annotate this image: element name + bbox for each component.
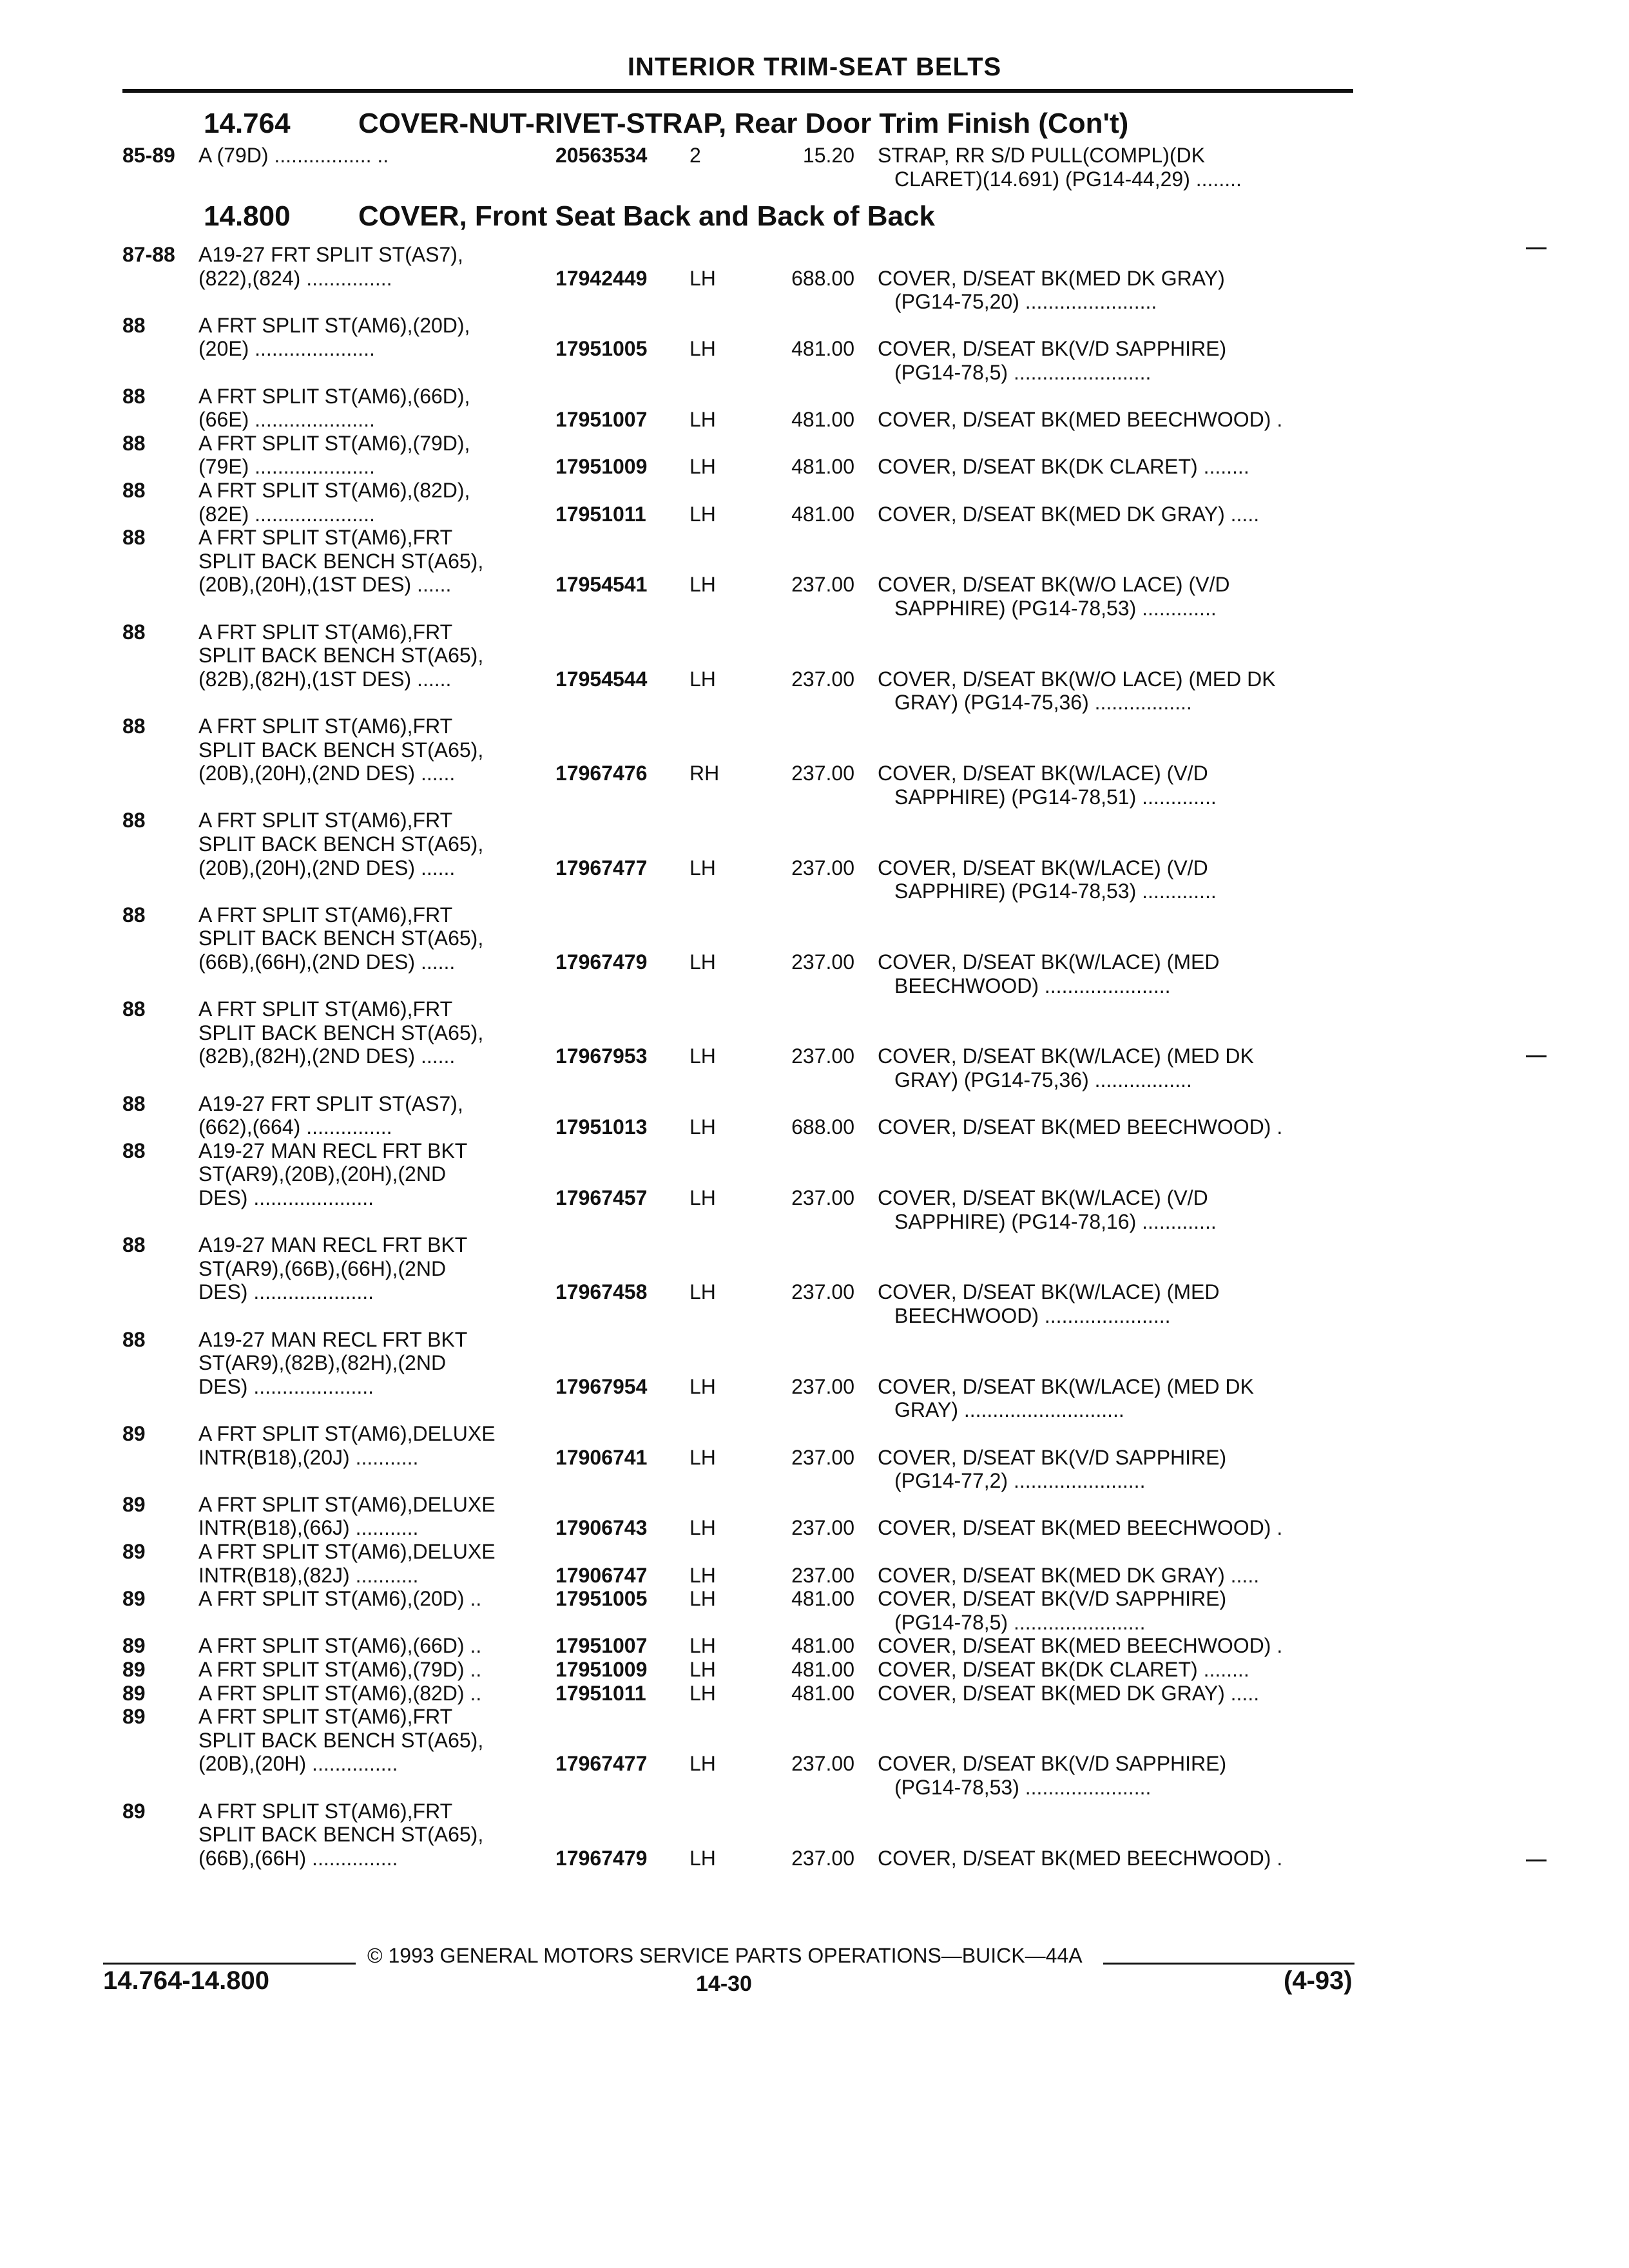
table-row <box>0 1563 1629 1588</box>
part-description: COVER, D/SEAT BK(DK CLARET) ........ <box>878 1658 1249 1681</box>
table-row <box>0 974 1629 998</box>
table-row <box>0 785 1629 809</box>
part-description: COVER, D/SEAT BK(DK CLARET) ........ <box>878 455 1249 478</box>
table-row <box>0 1398 1629 1422</box>
table-row <box>0 832 1629 856</box>
footer-date-code: (4-93) <box>1284 1966 1353 1995</box>
description-continued: SAPPHIRE) (PG14-78,51) ............. <box>894 785 1217 809</box>
table-row <box>0 1539 1629 1564</box>
application-desc: A FRT SPLIT ST(AM6),(66D), <box>198 385 470 408</box>
application-desc: SPLIT BACK BENCH ST(A65), <box>198 1021 484 1044</box>
page-number: 14-30 <box>696 1972 752 1996</box>
part-description: STRAP, RR S/D PULL(COMPL)(DK <box>878 144 1205 167</box>
application-desc: SPLIT BACK BENCH ST(A65), <box>198 738 484 762</box>
quantity-side: LH <box>689 573 716 596</box>
price: 237.00 <box>791 668 854 691</box>
table-row <box>0 1657 1629 1682</box>
application-desc: A FRT SPLIT ST(AM6),(82D), <box>198 479 470 502</box>
price: 481.00 <box>791 1634 854 1657</box>
application-desc: A FRT SPLIT ST(AM6),(66D) .. <box>198 1634 482 1657</box>
application-desc: SPLIT BACK BENCH ST(A65), <box>198 832 484 856</box>
model-year: 89 <box>122 1682 146 1705</box>
description-continued: (PG14-78,5) ........................ <box>894 361 1152 384</box>
part-description: COVER, D/SEAT BK(W/LACE) (MED DK <box>878 1375 1254 1398</box>
part-number: 17951005 <box>555 337 648 360</box>
quantity-side: LH <box>689 1186 716 1209</box>
model-year: 89 <box>122 1422 146 1445</box>
table-row <box>0 1775 1629 1800</box>
quantity-side: LH <box>689 1446 716 1469</box>
application-desc: (66E) ..................... <box>198 408 375 431</box>
footer-copyright: © 1993 GENERAL MOTORS SERVICE PARTS OPERATIONS—BUICK—44A <box>367 1944 1083 1967</box>
section-number: 14.764 <box>204 108 291 139</box>
table-row <box>0 1162 1629 1186</box>
table-row <box>0 1728 1629 1753</box>
model-year: 89 <box>122 1658 146 1681</box>
part-number: 17951009 <box>555 1658 648 1681</box>
price: 237.00 <box>791 573 854 596</box>
table-row <box>0 643 1629 668</box>
table-row <box>0 997 1629 1021</box>
part-number: 17906747 <box>555 1564 648 1587</box>
table-row <box>0 761 1629 785</box>
quantity-side: LH <box>689 1752 716 1775</box>
application-desc: A FRT SPLIT ST(AM6),(20D) .. <box>198 1587 482 1610</box>
application-desc: A FRT SPLIT ST(AM6),DELUXE <box>198 1493 496 1516</box>
description-continued: BEECHWOOD) ...................... <box>894 1304 1171 1327</box>
part-number: 20563534 <box>555 144 648 167</box>
table-row <box>0 289 1629 314</box>
table-row <box>0 1822 1629 1847</box>
table-row <box>0 1751 1629 1776</box>
part-number: 17951007 <box>555 408 648 431</box>
description-continued: (PG14-75,20) ....................... <box>894 290 1157 313</box>
table-row <box>0 879 1629 903</box>
part-number: 17954541 <box>555 573 648 596</box>
table-row <box>0 620 1629 644</box>
model-year: 89 <box>122 1587 146 1610</box>
table-row <box>0 143 1629 168</box>
quantity-side: LH <box>689 503 716 526</box>
table-row <box>0 549 1629 573</box>
page-title: INTERIOR TRIM-SEAT BELTS <box>627 53 1002 81</box>
price: 481.00 <box>791 1682 854 1705</box>
table-row <box>0 738 1629 762</box>
description-continued: SAPPHIRE) (PG14-78,53) ............. <box>894 879 1217 903</box>
description-continued: SAPPHIRE) (PG14-78,53) ............. <box>894 597 1217 620</box>
description-continued: GRAY) (PG14-75,36) ................. <box>894 1068 1192 1091</box>
description-continued: (PG14-78,53) ...................... <box>894 1776 1152 1799</box>
part-number: 17951009 <box>555 455 648 478</box>
part-number: 17967954 <box>555 1375 648 1398</box>
section-title: COVER, Front Seat Back and Back of Back <box>358 200 935 232</box>
model-year: 88 <box>122 432 146 455</box>
table-row <box>0 926 1629 950</box>
model-year: 88 <box>122 809 146 832</box>
table-row <box>0 1186 1629 1210</box>
application-desc: A FRT SPLIT ST(AM6),FRT <box>198 620 453 644</box>
description-continued: SAPPHIRE) (PG14-78,16) ............. <box>894 1210 1217 1233</box>
part-description: COVER, D/SEAT BK(MED DK GRAY) ..... <box>878 1564 1260 1587</box>
model-year: 88 <box>122 385 146 408</box>
model-year: 87-88 <box>122 243 175 266</box>
model-year: 88 <box>122 620 146 644</box>
model-year: 89 <box>122 1540 146 1563</box>
table-row <box>0 1445 1629 1470</box>
table-row <box>0 1256 1629 1281</box>
table-row <box>0 1799 1629 1823</box>
part-description: COVER, D/SEAT BK(MED BEECHWOOD) . <box>878 1634 1283 1657</box>
table-row <box>0 714 1629 738</box>
application-desc: SPLIT BACK BENCH ST(A65), <box>198 550 484 573</box>
price: 481.00 <box>791 1587 854 1610</box>
quantity-side: RH <box>689 762 720 785</box>
model-year: 85-89 <box>122 144 175 167</box>
title-rule <box>122 89 1353 93</box>
part-description: COVER, D/SEAT BK(W/O LACE) (MED DK <box>878 668 1276 691</box>
application-desc: (20B),(20H),(2ND DES) ...... <box>198 856 456 879</box>
quantity-side: LH <box>689 856 716 879</box>
part-number: 17951011 <box>555 1682 646 1705</box>
price: 237.00 <box>791 950 854 974</box>
table-row <box>0 690 1629 715</box>
table-row <box>0 478 1629 503</box>
application-desc: A19-27 FRT SPLIT ST(AS7), <box>198 1092 463 1115</box>
application-desc: A FRT SPLIT ST(AM6),(20D), <box>198 314 470 337</box>
application-desc: (20E) ..................... <box>198 337 375 360</box>
application-desc: (82B),(82H),(1ST DES) ...... <box>198 668 452 691</box>
application-desc: DES) ..................... <box>198 1186 374 1209</box>
application-desc: A FRT SPLIT ST(AM6),(79D) .. <box>198 1658 482 1681</box>
quantity-side: LH <box>689 1634 716 1657</box>
margin-tick <box>1526 247 1547 249</box>
part-description: COVER, D/SEAT BK(W/LACE) (V/D <box>878 762 1208 785</box>
price: 688.00 <box>791 267 854 290</box>
price: 481.00 <box>791 337 854 360</box>
table-row <box>0 1044 1629 1068</box>
table-row <box>0 856 1629 880</box>
quantity-side: LH <box>689 1375 716 1398</box>
margin-tick <box>1526 1860 1547 1861</box>
table-row <box>0 1115 1629 1139</box>
model-year: 88 <box>122 997 146 1021</box>
application-desc: DES) ..................... <box>198 1280 374 1303</box>
table-row <box>0 1091 1629 1116</box>
part-number: 17967477 <box>555 856 648 879</box>
model-year: 88 <box>122 1233 146 1256</box>
application-desc: (20B),(20H),(2ND DES) ...... <box>198 762 456 785</box>
part-description: COVER, D/SEAT BK(MED DK GRAY) <box>878 267 1225 290</box>
part-number: 17967458 <box>555 1280 648 1303</box>
quantity-side: LH <box>689 455 716 478</box>
table-row <box>0 454 1629 479</box>
table-row <box>0 596 1629 620</box>
price: 15.20 <box>802 144 854 167</box>
application-desc: A FRT SPLIT ST(AM6),DELUXE <box>198 1422 496 1445</box>
application-desc: INTR(B18),(82J) ........... <box>198 1564 419 1587</box>
price: 237.00 <box>791 1044 854 1068</box>
part-number: 17967479 <box>555 950 648 974</box>
part-description: COVER, D/SEAT BK(W/LACE) (V/D <box>878 1186 1208 1209</box>
table-row <box>0 1303 1629 1328</box>
model-year: 88 <box>122 715 146 738</box>
part-description: COVER, D/SEAT BK(V/D SAPPHIRE) <box>878 1752 1227 1775</box>
table-row <box>0 266 1629 291</box>
table-row <box>0 1468 1629 1493</box>
table-row <box>0 360 1629 385</box>
table-row <box>0 525 1629 550</box>
application-desc: (66B),(66H),(2ND DES) ...... <box>198 950 456 974</box>
model-year: 88 <box>122 526 146 549</box>
description-continued: (PG14-78,5) ....................... <box>894 1611 1146 1634</box>
part-description: COVER, D/SEAT BK(MED BEECHWOOD) . <box>878 1115 1283 1139</box>
application-desc: A FRT SPLIT ST(AM6),FRT <box>198 1800 453 1823</box>
footer-rule <box>1103 1963 1354 1965</box>
application-desc: INTR(B18),(20J) ........... <box>198 1446 419 1469</box>
part-description: COVER, D/SEAT BK(W/LACE) (V/D <box>878 856 1208 879</box>
table-row <box>0 1681 1629 1706</box>
quantity-side: LH <box>689 1280 716 1303</box>
application-desc: A19-27 MAN RECL FRT BKT <box>198 1328 468 1351</box>
table-row <box>0 336 1629 361</box>
application-desc: ST(AR9),(66B),(66H),(2ND <box>198 1257 447 1280</box>
part-description: COVER, D/SEAT BK(MED DK GRAY) ..... <box>878 1682 1260 1705</box>
table-row <box>0 1586 1629 1611</box>
part-number: 17906743 <box>555 1516 648 1539</box>
model-year: 88 <box>122 314 146 337</box>
application-desc: (662),(664) ............... <box>198 1115 392 1139</box>
part-number: 17906741 <box>555 1446 648 1469</box>
application-desc: A (79D) ................. .. <box>198 144 389 167</box>
table-row <box>0 1704 1629 1729</box>
table-row <box>0 1068 1629 1092</box>
table-row <box>0 502 1629 526</box>
table-row <box>0 1492 1629 1517</box>
quantity-side: LH <box>689 408 716 431</box>
price: 481.00 <box>791 1658 854 1681</box>
price: 688.00 <box>791 1115 854 1139</box>
application-desc: (79E) ..................... <box>198 455 375 478</box>
application-desc: SPLIT BACK BENCH ST(A65), <box>198 1823 484 1846</box>
price: 237.00 <box>791 1186 854 1209</box>
part-description: COVER, D/SEAT BK(W/LACE) (MED <box>878 950 1220 974</box>
part-description: COVER, D/SEAT BK(V/D SAPPHIRE) <box>878 1446 1227 1469</box>
model-year: 88 <box>122 1139 146 1162</box>
description-continued: GRAY) (PG14-75,36) ................. <box>894 691 1192 714</box>
application-desc: A FRT SPLIT ST(AM6),FRT <box>198 526 453 549</box>
quantity-side: LH <box>689 1658 716 1681</box>
application-desc: ST(AR9),(20B),(20H),(2ND <box>198 1162 447 1186</box>
model-year: 89 <box>122 1705 146 1728</box>
price: 481.00 <box>791 408 854 431</box>
application-desc: (82E) ..................... <box>198 503 375 526</box>
description-continued: CLARET)(14.691) (PG14-44,29) ........ <box>894 168 1242 191</box>
application-desc: (20B),(20H) ............... <box>198 1752 398 1775</box>
table-row <box>0 572 1629 597</box>
description-continued: GRAY) ............................ <box>894 1398 1124 1421</box>
part-number: 17951013 <box>555 1115 648 1139</box>
price: 237.00 <box>791 1375 854 1398</box>
part-description: COVER, D/SEAT BK(MED BEECHWOOD) . <box>878 1516 1283 1539</box>
price: 237.00 <box>791 762 854 785</box>
section-number: 14.800 <box>204 200 291 232</box>
quantity-side: LH <box>689 1115 716 1139</box>
price: 237.00 <box>791 1752 854 1775</box>
part-description: COVER, D/SEAT BK(W/LACE) (MED <box>878 1280 1220 1303</box>
table-row <box>0 167 1629 191</box>
table-row <box>0 1374 1629 1399</box>
price: 237.00 <box>791 1280 854 1303</box>
table-row <box>0 431 1629 456</box>
quantity-side: LH <box>689 1682 716 1705</box>
price: 237.00 <box>791 1847 854 1870</box>
quantity-side: LH <box>689 1564 716 1587</box>
part-description: COVER, D/SEAT BK(V/D SAPPHIRE) <box>878 1587 1227 1610</box>
table-row <box>0 1350 1629 1375</box>
price: 481.00 <box>791 503 854 526</box>
table-row <box>0 1633 1629 1658</box>
model-year: 89 <box>122 1800 146 1823</box>
table-row <box>0 903 1629 927</box>
table-row <box>0 242 1629 267</box>
application-desc: A FRT SPLIT ST(AM6),(79D), <box>198 432 470 455</box>
table-row <box>0 1610 1629 1635</box>
part-number: 17967477 <box>555 1752 648 1775</box>
table-row <box>0 384 1629 408</box>
price: 237.00 <box>791 1564 854 1587</box>
description-continued: (PG14-77,2) ....................... <box>894 1469 1146 1492</box>
quantity-side: LH <box>689 1044 716 1068</box>
footer-rule <box>103 1963 356 1965</box>
table-row <box>0 950 1629 974</box>
application-desc: INTR(B18),(66J) ........... <box>198 1516 419 1539</box>
application-desc: (20B),(20H),(1ST DES) ...... <box>198 573 452 596</box>
table-row <box>0 1327 1629 1352</box>
table-row <box>0 407 1629 432</box>
margin-tick <box>1526 1055 1547 1057</box>
description-continued: BEECHWOOD) ...................... <box>894 974 1171 997</box>
application-desc: A FRT SPLIT ST(AM6),DELUXE <box>198 1540 496 1563</box>
application-desc: (66B),(66H) ............... <box>198 1847 398 1870</box>
price: 481.00 <box>791 455 854 478</box>
part-number: 17951011 <box>555 503 646 526</box>
table-row <box>0 667 1629 691</box>
application-desc: SPLIT BACK BENCH ST(A65), <box>198 1729 484 1752</box>
part-number: 17951007 <box>555 1634 648 1657</box>
footer-range: 14.764-14.800 <box>103 1966 270 1995</box>
table-row <box>0 1515 1629 1540</box>
application-desc: A FRT SPLIT ST(AM6),FRT <box>198 1705 453 1728</box>
application-desc: DES) ..................... <box>198 1375 374 1398</box>
application-desc: SPLIT BACK BENCH ST(A65), <box>198 927 484 950</box>
part-description: COVER, D/SEAT BK(MED BEECHWOOD) . <box>878 408 1283 431</box>
part-number: 17942449 <box>555 267 648 290</box>
application-desc: A19-27 MAN RECL FRT BKT <box>198 1233 468 1256</box>
model-year: 88 <box>122 903 146 927</box>
part-number: 17951005 <box>555 1587 648 1610</box>
part-description: COVER, D/SEAT BK(W/O LACE) (V/D <box>878 573 1230 596</box>
quantity-side: LH <box>689 1587 716 1610</box>
price: 237.00 <box>791 1446 854 1469</box>
table-row <box>0 1280 1629 1304</box>
price: 237.00 <box>791 1516 854 1539</box>
application-desc: A19-27 MAN RECL FRT BKT <box>198 1139 468 1162</box>
table-row <box>0 1021 1629 1045</box>
table-row <box>0 808 1629 832</box>
table-row <box>0 313 1629 338</box>
model-year: 88 <box>122 479 146 502</box>
price: 237.00 <box>791 856 854 879</box>
part-number: 17967479 <box>555 1847 648 1870</box>
application-desc: A FRT SPLIT ST(AM6),(82D) .. <box>198 1682 482 1705</box>
quantity-side: LH <box>689 1516 716 1539</box>
quantity-side: LH <box>689 267 716 290</box>
part-number: 17967953 <box>555 1044 648 1068</box>
model-year: 89 <box>122 1493 146 1516</box>
part-number: 17967476 <box>555 762 648 785</box>
application-desc: SPLIT BACK BENCH ST(A65), <box>198 644 484 667</box>
application-desc: A FRT SPLIT ST(AM6),FRT <box>198 809 453 832</box>
model-year: 88 <box>122 1092 146 1115</box>
part-number: 17954544 <box>555 668 648 691</box>
application-desc: A FRT SPLIT ST(AM6),FRT <box>198 997 453 1021</box>
table-row <box>0 1139 1629 1163</box>
section-title: COVER-NUT-RIVET-STRAP, Rear Door Trim Finish (Con't) <box>358 108 1129 139</box>
part-description: COVER, D/SEAT BK(MED DK GRAY) ..... <box>878 503 1260 526</box>
part-description: COVER, D/SEAT BK(MED BEECHWOOD) . <box>878 1847 1283 1870</box>
quantity-side: 2 <box>689 144 701 167</box>
quantity-side: LH <box>689 950 716 974</box>
model-year: 88 <box>122 1328 146 1351</box>
application-desc: ST(AR9),(82B),(82H),(2ND <box>198 1351 447 1374</box>
quantity-side: LH <box>689 337 716 360</box>
application-desc: A19-27 FRT SPLIT ST(AS7), <box>198 243 463 266</box>
application-desc: A FRT SPLIT ST(AM6),FRT <box>198 903 453 927</box>
quantity-side: LH <box>689 1847 716 1870</box>
table-row <box>0 1421 1629 1446</box>
part-number: 17967457 <box>555 1186 648 1209</box>
table-row <box>0 1846 1629 1870</box>
application-desc: (822),(824) ............... <box>198 267 392 290</box>
part-description: COVER, D/SEAT BK(V/D SAPPHIRE) <box>878 337 1227 360</box>
application-desc: (82B),(82H),(2ND DES) ...... <box>198 1044 456 1068</box>
table-row <box>0 1209 1629 1234</box>
model-year: 89 <box>122 1634 146 1657</box>
part-description: COVER, D/SEAT BK(W/LACE) (MED DK <box>878 1044 1254 1068</box>
table-row <box>0 1233 1629 1257</box>
application-desc: A FRT SPLIT ST(AM6),FRT <box>198 715 453 738</box>
quantity-side: LH <box>689 668 716 691</box>
